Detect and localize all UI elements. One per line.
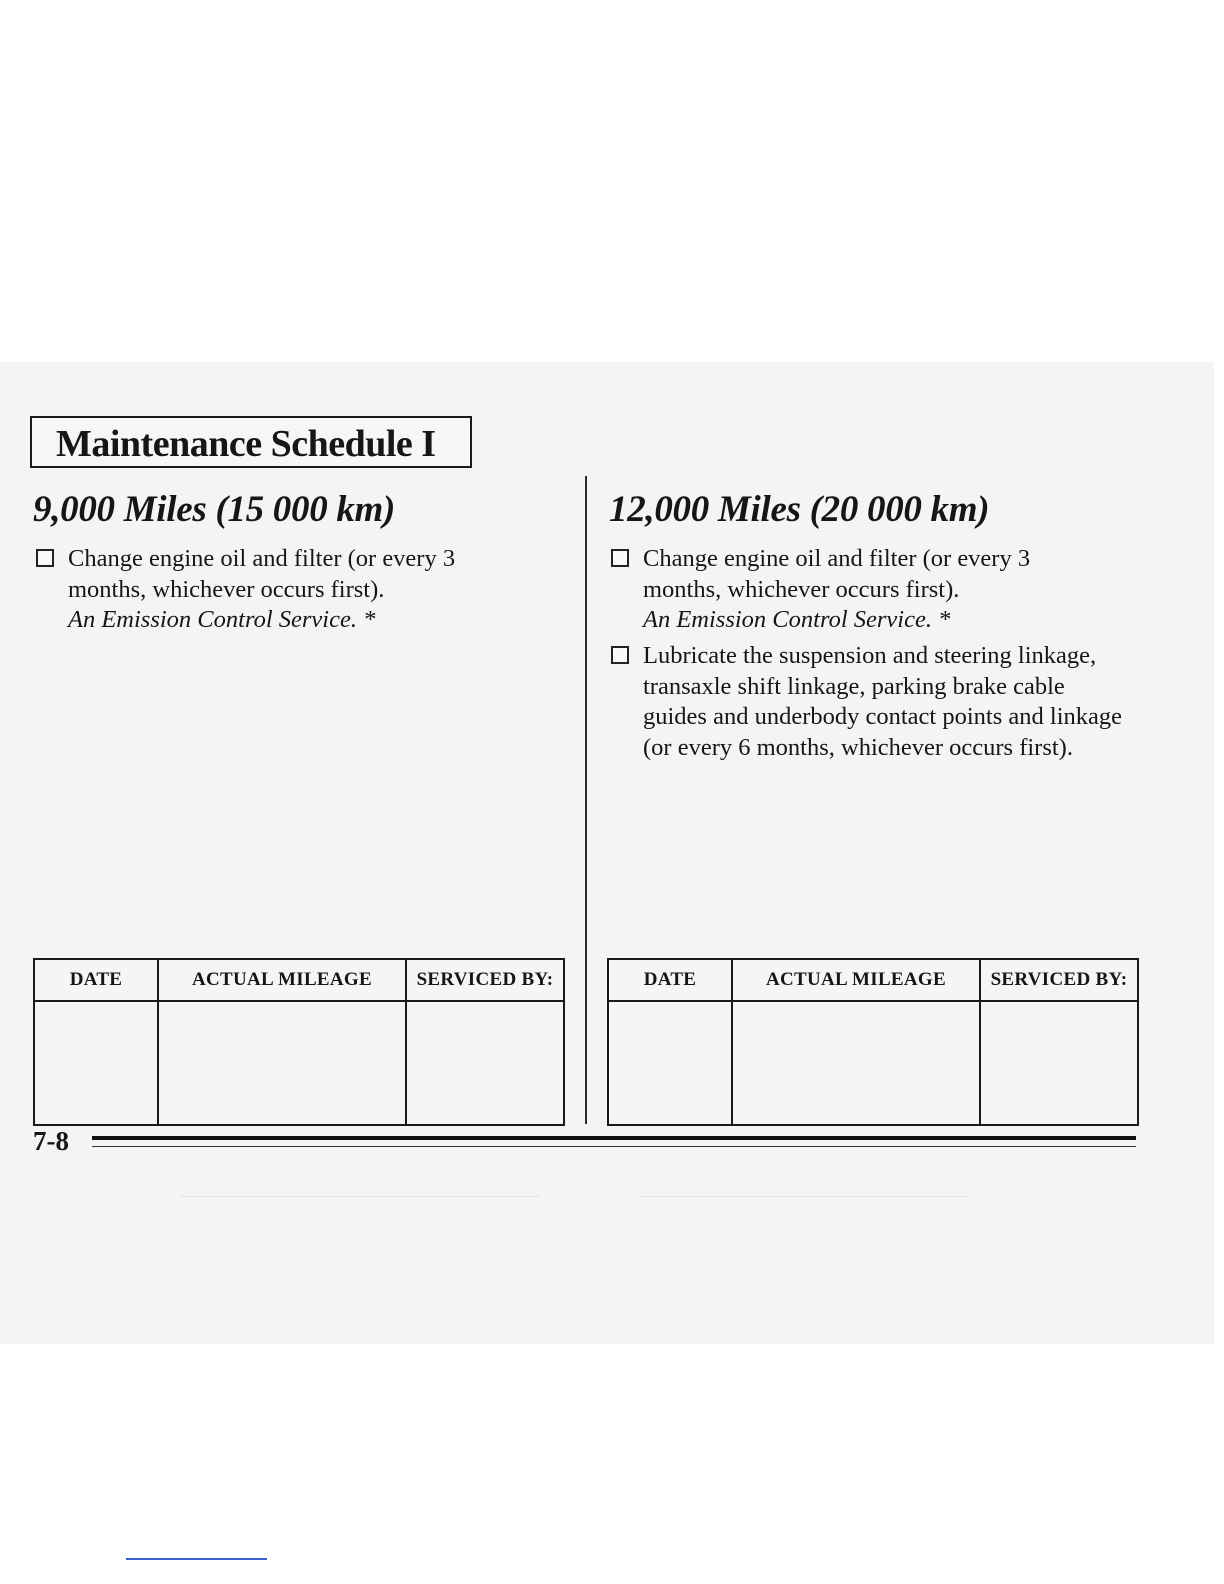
page-number: 7-8: [33, 1126, 69, 1156]
serviced-by-entry-cell[interactable]: [406, 1001, 564, 1125]
mileage-entry-cell[interactable]: [732, 1001, 980, 1125]
date-column-header: DATE: [608, 959, 732, 1001]
service-item-text: Change engine oil and filter (or every 3 months, whichever occurs first).: [68, 545, 456, 603]
date-entry-cell[interactable]: [34, 1001, 158, 1125]
scan-artifact-line: [640, 1196, 970, 1197]
service-log-table: [33, 958, 565, 1126]
date-entry-cell[interactable]: [608, 1001, 732, 1125]
serviced-by-column-header: SERVICED BY:: [406, 959, 564, 1001]
service-item: [611, 641, 1131, 763]
table-header-row: [608, 959, 1138, 1001]
service-checkbox[interactable]: [611, 646, 629, 664]
emission-control-note: An Emission Control Service. *: [68, 606, 376, 633]
service-log-table: [607, 958, 1139, 1126]
table-row: [34, 1001, 564, 1125]
service-item: [36, 544, 516, 636]
footer-rule-thin: [92, 1146, 1136, 1147]
section-title: Maintenance Schedule I: [56, 423, 436, 465]
serviced-by-entry-cell[interactable]: [980, 1001, 1138, 1125]
service-checkbox[interactable]: [611, 549, 629, 567]
serviced-by-column-header: SERVICED BY:: [980, 959, 1138, 1001]
date-column-header: DATE: [34, 959, 158, 1001]
emission-control-note: An Emission Control Service. *: [643, 606, 951, 633]
service-item-text: Change engine oil and filter (or every 3 months, whichever occurs first).: [643, 545, 1031, 603]
link-underline: [126, 1558, 267, 1560]
interval-heading-12000: 12,000 Miles (20 000 km): [609, 489, 990, 530]
column-divider: [585, 476, 587, 1124]
table-row: [608, 1001, 1138, 1125]
service-item: [611, 544, 1091, 636]
section-title-box: [30, 416, 472, 468]
service-checkbox[interactable]: [36, 549, 54, 567]
mileage-entry-cell[interactable]: [158, 1001, 406, 1125]
table-header-row: [34, 959, 564, 1001]
mileage-column-header: ACTUAL MILEAGE: [732, 959, 980, 1001]
service-item-text: Lubricate the suspension and steering linkage, transaxle shift linkage, parking brake cable guides and underbody contact points and linkage (or every 6 months, whichever occurs first).: [643, 642, 1122, 761]
scan-artifact-line: [180, 1196, 540, 1197]
mileage-column-header: ACTUAL MILEAGE: [158, 959, 406, 1001]
interval-heading-9000: 9,000 Miles (15 000 km): [33, 489, 396, 530]
footer-rule: [92, 1136, 1136, 1140]
